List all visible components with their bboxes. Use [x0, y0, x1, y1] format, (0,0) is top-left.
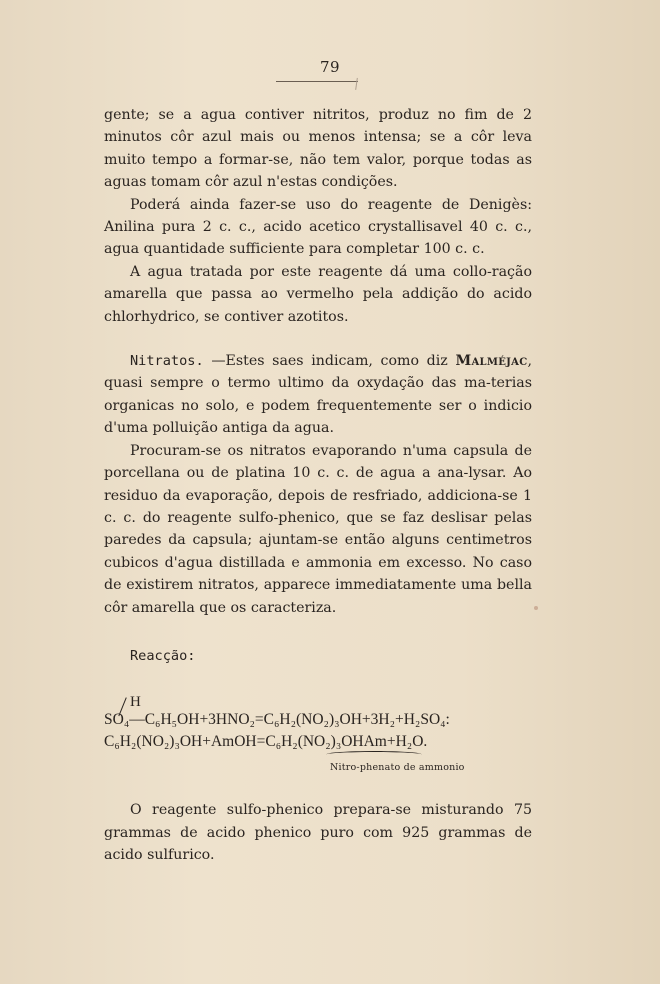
- chemical-formula: [104, 691, 532, 773]
- pencil-mark: [355, 78, 359, 90]
- formula-line-2: C₆H₂(NO₂)₃OH+AmOH=C₆H₂(NO₂)₃OHAm+H₂O.: [104, 733, 428, 751]
- paragraph-nitrites-end: gente; se a agua contiver nitritos, produz no fim de 2 minutos côr azul mais ou menos intensa; se a côr leva muito tempo a formar-se, não tem valor, porque todas as aguas tomam côr azul n'estas condições.: [104, 107, 532, 191]
- author-name: Malméjac: [455, 353, 528, 370]
- formula-h-label: H: [130, 694, 141, 711]
- paragraph-nitrates: [104, 350, 532, 440]
- reaction-label: Reacção:: [130, 647, 196, 664]
- section-heading-nitratos: Nitratos.: [130, 353, 204, 370]
- formula-hydrogen: [104, 691, 532, 709]
- paragraph-sulfophenic: O reagente sulfo-phenico prepara-se misturando 75 grammas de acido phenico puro com 925 grammas de acido sulfurico.: [104, 802, 532, 864]
- formula-caption-wrap: [104, 753, 532, 773]
- paper-stain: [534, 606, 538, 610]
- formula-caption: Nitro-phenato de ammonio: [330, 762, 465, 774]
- paragraph-procedure: Procuram-se os nitratos evaporando n'uma capsula de porcellana ou de platina 10 c. c. de agua a ana-lysar. Ao residuo da evaporação, depois de resfriado, addiciona-se 1 c. c. do reagente sulfo-phenico, que se faz deslisar pelas paredes da capsula; ajuntam-se então alguns centimetros cubicos d'agua distillada e ammonia em excesso. No caso de existirem nitratos, apparece immediatamente uma bella côr amarella que os caracteriza.: [104, 442, 532, 616]
- nitrates-text-a: —Estes saes indicam, como diz: [203, 353, 456, 370]
- formula-line-1: SO₄—C₆H₅OH+3HNO₂=C₆H₂(NO₂)₃OH+3H₂+H₂SO₄:: [104, 711, 450, 729]
- paragraph-deniges-reagent: Poderá ainda fazer-se uso do reagente de Denigès: Anilina pura 2 c. c., acido acetico crystallisavel 40 c. c., agua quantidade sufficiente para completar 100 c. c.: [104, 196, 532, 258]
- nitrates-text-b: , quasi sempre o termo ultimo da oxydação das ma-terias organicas no solo, e podem frequentemente ser o indicio d'uma polluição antiga da agua.: [104, 353, 532, 437]
- paragraph-coloration: A agua tratada por este reagente dá uma collo-ração amarella que passa ao vermelho pela addição do acido chlorhydrico, se contiver azotitos.: [104, 263, 532, 325]
- header-rule: [276, 81, 358, 82]
- body-text: [104, 104, 532, 867]
- page-number: 79: [319, 58, 341, 76]
